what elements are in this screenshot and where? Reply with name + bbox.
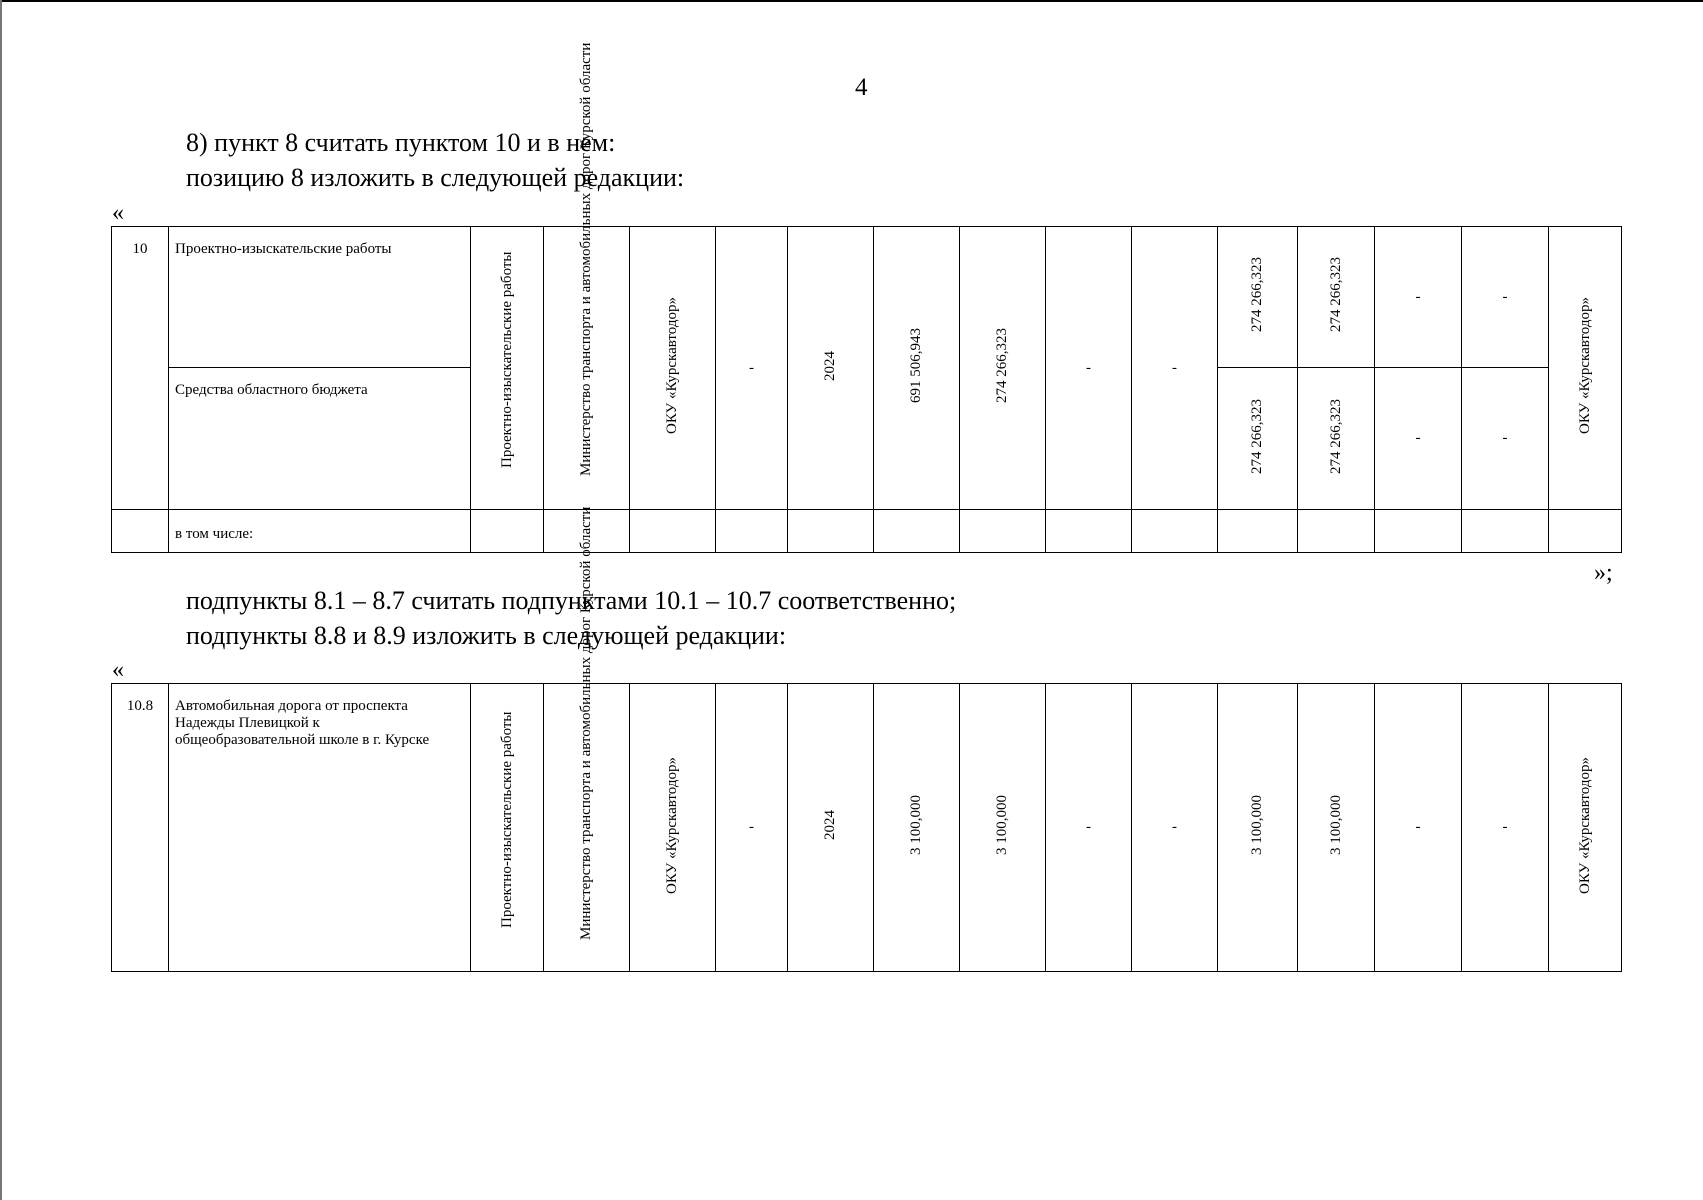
- ministry: Министерство транспорта и автомобильных дорог Курской области: [578, 42, 594, 476]
- empty-cell: [112, 510, 169, 553]
- contractor: ОКУ «Курскавтодор»: [1576, 756, 1593, 894]
- empty-cell: [788, 510, 874, 553]
- customer: ОКУ «Курскавтодор»: [664, 297, 680, 434]
- dash-value: -: [749, 359, 754, 376]
- dash-cell: [1132, 684, 1218, 972]
- amount-cell: [1218, 368, 1298, 510]
- contractor: ОКУ «Курскавтодор»: [1576, 297, 1593, 434]
- intro-line-1: 8) пункт 8 считать пунктом 10 и в нем:: [186, 128, 616, 157]
- work-type-cell: [471, 684, 544, 972]
- dash-value: -: [1172, 359, 1177, 376]
- dash-value: -: [1415, 430, 1421, 446]
- amount-value: 274 266,323: [1327, 398, 1344, 474]
- empty-cell: [716, 510, 788, 553]
- dash-value: -: [1086, 819, 1091, 835]
- dash-value: -: [1086, 359, 1091, 376]
- customer-cell: [630, 684, 716, 972]
- ministry: Министерство транспорта и автомобильных дорог Курской области: [578, 506, 594, 940]
- amount-cell: [1218, 684, 1298, 972]
- contractor-cell: [1549, 684, 1622, 972]
- ministry-cell: [544, 506, 630, 972]
- empty-cell: [1046, 510, 1132, 553]
- page-number: 4: [855, 74, 868, 101]
- work-type-cell: [471, 227, 544, 510]
- middle-line-1: подпункты 8.1 – 8.7 считать подпунктами 10.1 – 10.7 соответственно;: [186, 586, 957, 615]
- dash-cell: [1462, 227, 1549, 368]
- remaining-cost-cell: [960, 684, 1046, 972]
- amount-value: 274 266,323: [1249, 398, 1265, 474]
- page-top-edge: [0, 0, 1703, 2]
- work-type: Проектно-изыскательские работы: [498, 710, 515, 928]
- dash-value: -: [1502, 819, 1508, 835]
- including-label: в том числе:: [169, 510, 471, 553]
- page-left-edge: [0, 0, 2, 1200]
- total-cost: 691 506,943: [908, 328, 924, 403]
- amount-cell: [1298, 684, 1375, 972]
- empty-cell: [960, 510, 1046, 553]
- dash-cell: [1132, 227, 1218, 510]
- closing-quote: »;: [1594, 560, 1613, 586]
- empty-cell: [1549, 510, 1622, 553]
- empty-cell: [874, 510, 960, 553]
- ministry-cell: [544, 42, 630, 510]
- customer-cell: [630, 227, 716, 510]
- customer: ОКУ «Курскавтодор»: [664, 756, 680, 894]
- dash-value: -: [1502, 288, 1508, 305]
- dash-value: -: [1502, 430, 1508, 446]
- amount-value: 274 266,323: [1249, 257, 1265, 332]
- empty-cell: [1132, 510, 1218, 553]
- dash-cell: [1462, 684, 1549, 972]
- opening-quote: «: [112, 200, 124, 226]
- object-name: Проектно-изыскательские работы: [169, 227, 471, 368]
- year-cell: [788, 684, 874, 972]
- dash-value: -: [1415, 819, 1421, 835]
- row-number: 10: [112, 227, 169, 510]
- object-name: Автомобильная дорога от проспекта Надежды Плевицкой к общеобразовательной школе в г. Курске: [169, 684, 471, 972]
- dash-cell: [1375, 368, 1462, 510]
- amount-value: 274 266,323: [1327, 257, 1344, 332]
- year: 2024: [822, 810, 838, 840]
- dash-cell: [1375, 227, 1462, 368]
- amount-cell: [1298, 227, 1375, 368]
- dash-value: -: [1415, 288, 1421, 305]
- empty-cell: [1218, 510, 1298, 553]
- total-cost: 3 100,000: [908, 795, 924, 855]
- dash-cell: [1375, 684, 1462, 972]
- dash-cell: [716, 227, 788, 510]
- intro-line-2: позицию 8 изложить в следующей редакции:: [186, 163, 685, 192]
- remaining-cost-cell: [960, 227, 1046, 510]
- empty-cell: [630, 510, 716, 553]
- work-type: Проектно-изыскательские работы: [498, 251, 515, 468]
- empty-cell: [471, 510, 544, 553]
- contractor-cell: [1549, 227, 1622, 510]
- opening-quote: «: [112, 657, 124, 683]
- remaining-cost: 3 100,000: [994, 795, 1010, 855]
- dash-cell: [1046, 684, 1132, 972]
- dash-value: -: [1172, 819, 1177, 835]
- middle-line-2: подпункты 8.8 и 8.9 изложить в следующей редакции:: [186, 621, 787, 650]
- dash-value: -: [749, 819, 754, 835]
- budget-source-name: Средства областного бюджета: [169, 368, 471, 510]
- amount-value: 3 100,000: [1249, 795, 1265, 855]
- dash-cell: [1046, 227, 1132, 510]
- empty-cell: [1462, 510, 1549, 553]
- remaining-cost: 274 266,323: [994, 328, 1010, 403]
- row-number: 10.8: [112, 684, 169, 972]
- year-cell: [788, 227, 874, 510]
- amount-value: 3 100,000: [1327, 795, 1344, 855]
- amount-cell: [1218, 227, 1298, 368]
- amount-cell: [1298, 368, 1375, 510]
- dash-cell: [716, 684, 788, 972]
- total-cost-cell: [874, 684, 960, 972]
- empty-cell: [1298, 510, 1375, 553]
- empty-cell: [1375, 510, 1462, 553]
- total-cost-cell: [874, 227, 960, 510]
- year: 2024: [822, 350, 838, 381]
- dash-cell: [1462, 368, 1549, 510]
